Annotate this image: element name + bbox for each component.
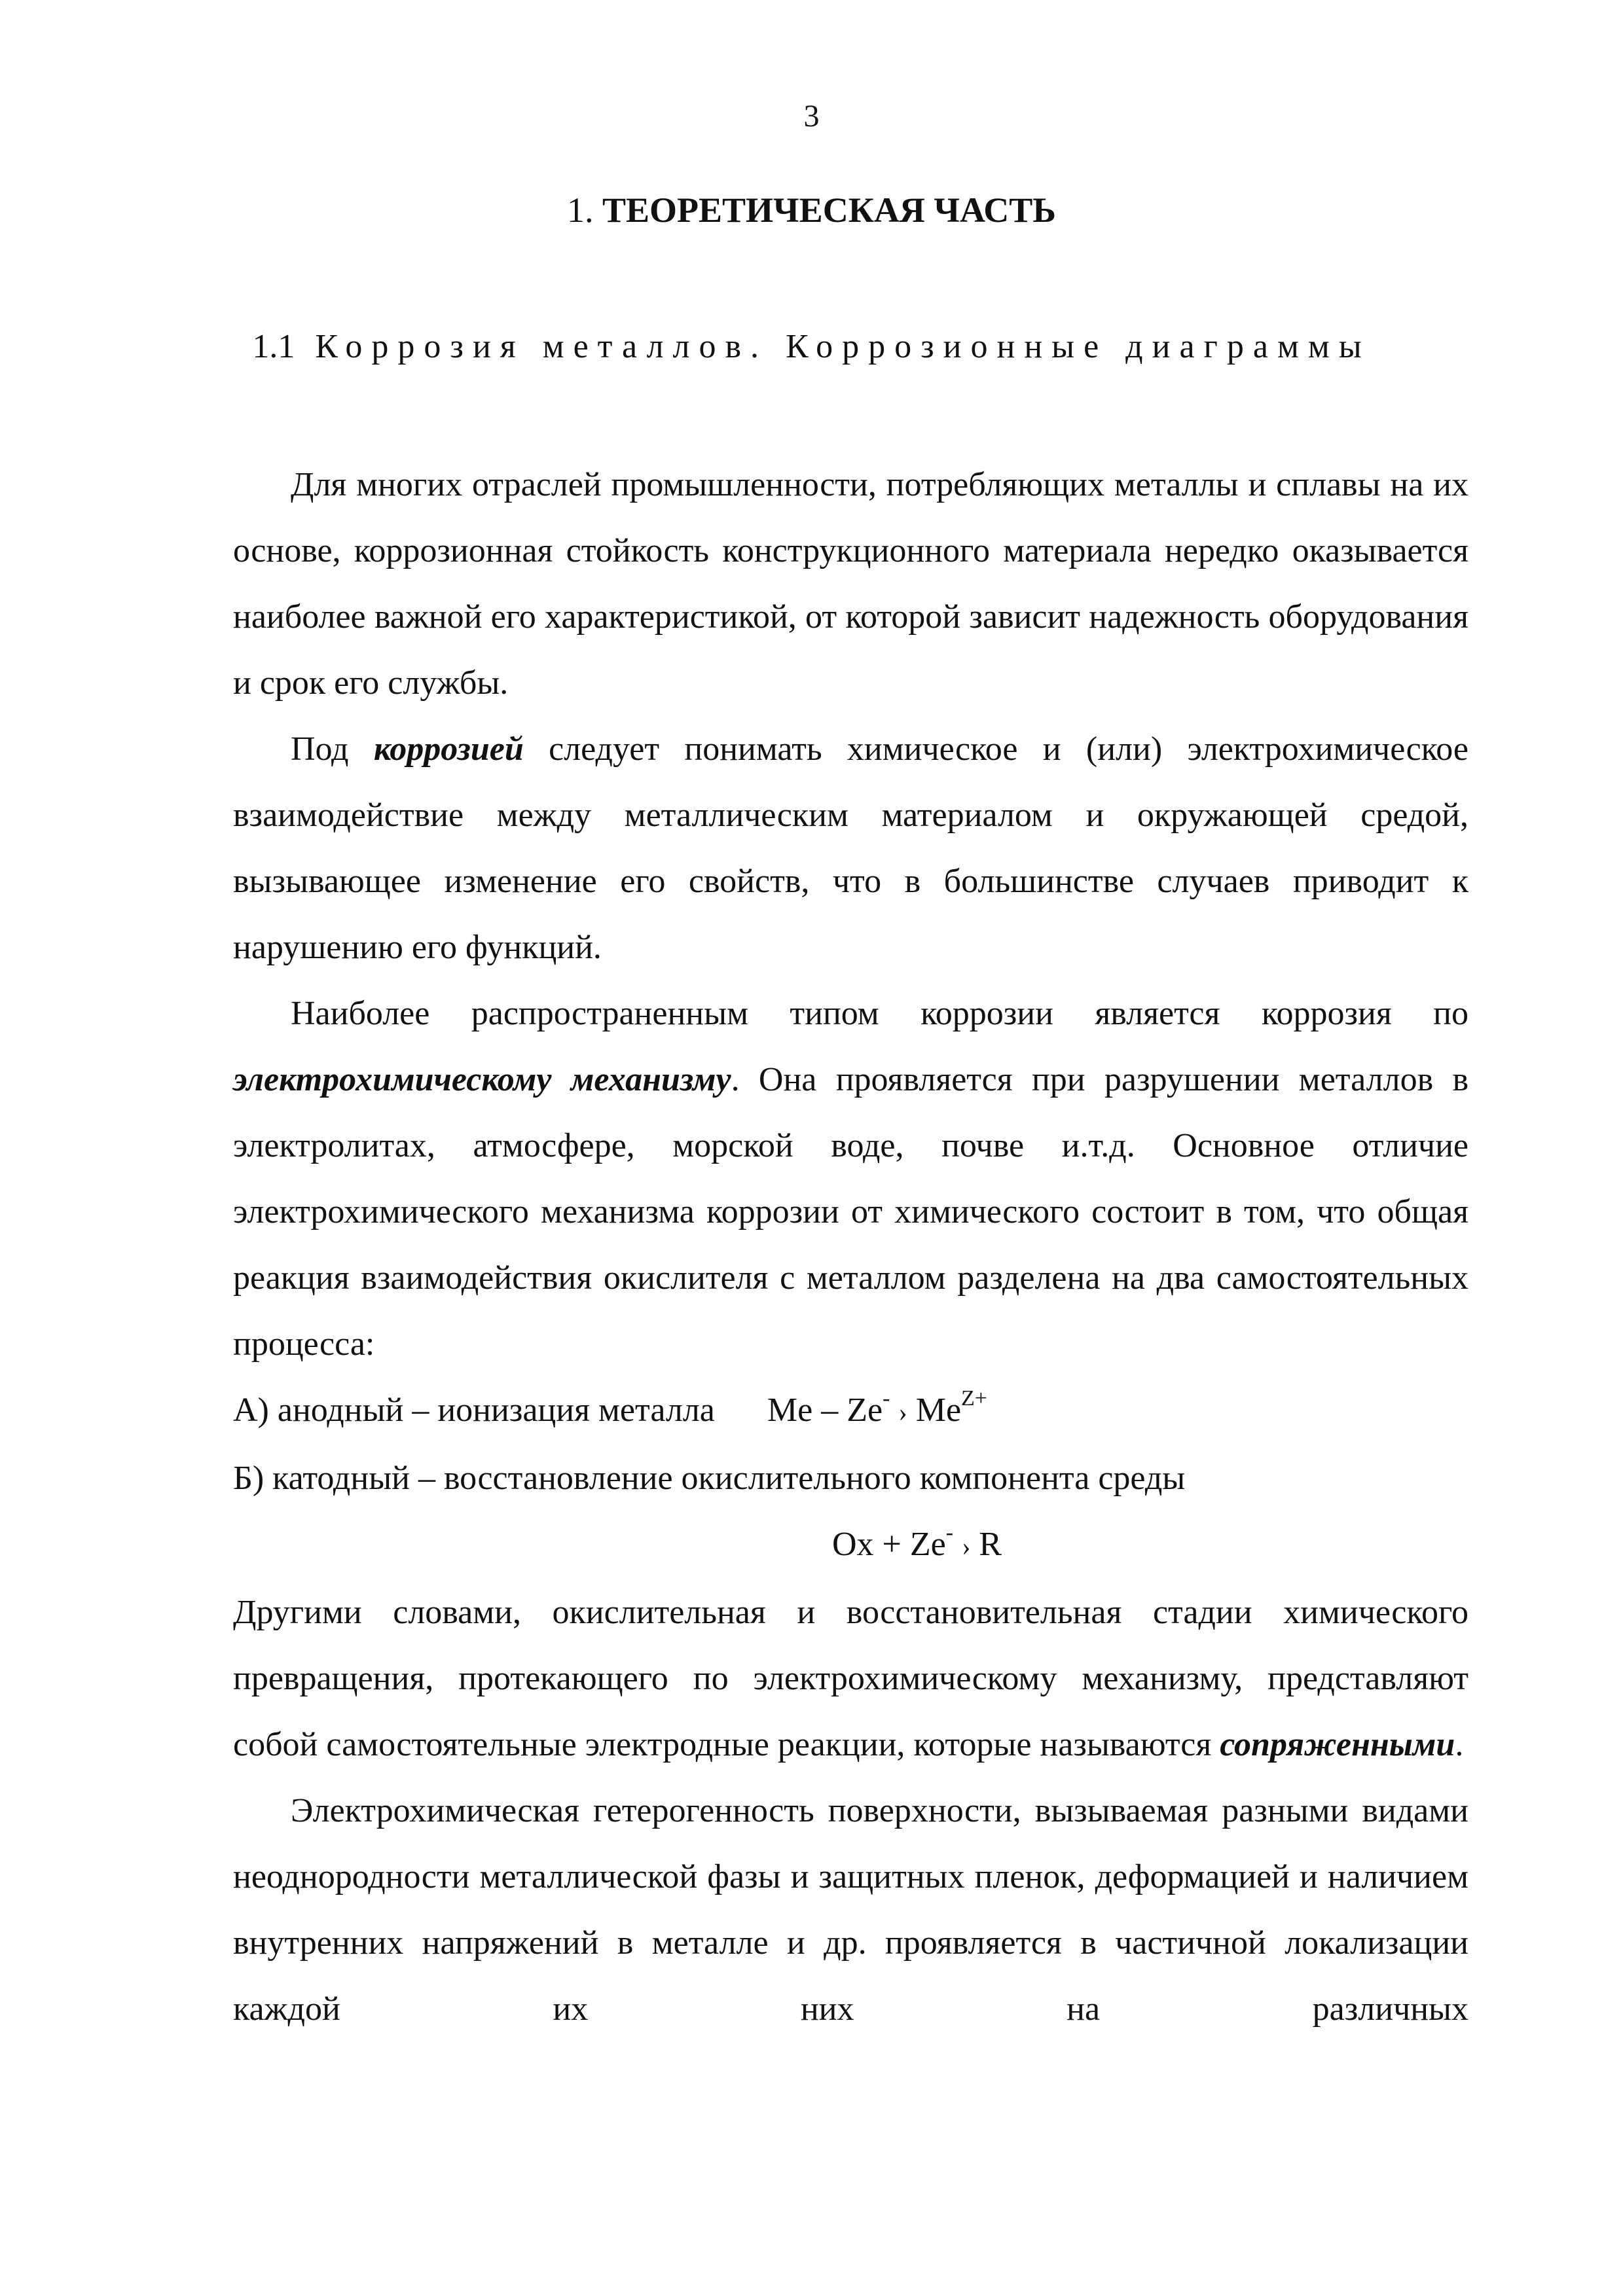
chapter-title — [0, 190, 1623, 230]
term-conjugated: сопряженными — [1220, 1726, 1455, 1763]
equation-cathodic — [233, 1511, 1468, 1579]
section-heading: Коррозия металлов. Коррозионные диаграммы — [315, 328, 1371, 365]
page-number: 3 — [803, 99, 820, 134]
paragraph-2 — [233, 716, 1468, 980]
chapter-heading: ТЕОРЕТИЧЕСКАЯ ЧАСТЬ — [602, 190, 1056, 230]
section-title — [0, 327, 1623, 366]
paragraph-4-start: Другими словами, окислительная и восстановительная стадии химического превращения, протекающего по электрохимическому механизму, представляют собой самостоятельные электродные реакции, которые называются — [233, 1594, 1468, 1763]
chapter-number: 1. — [566, 190, 594, 230]
equation-cathodic-lhs: Ox + Ze — [832, 1526, 946, 1563]
paragraph-2-start: Под — [291, 730, 374, 768]
section-number: 1.1 — [252, 328, 295, 365]
paragraph-3-start: Наиболее распространенным типом коррозии является коррозия по — [291, 995, 1468, 1032]
arrow-icon: › — [962, 1532, 971, 1561]
equation-cathodic-label: Б) катодный – восстановление окислительного компонента среды — [233, 1460, 1186, 1497]
paragraph-2-rest: следует понимать химическое и (или) электрохимическое взаимодействие между металлическим материалом и окружающей средой, вызывающее изменение его свойств, что в большинстве случаев приводит к нарушению его функций. — [233, 730, 1469, 966]
paragraph-5: Электрохимическая гетерогенность поверхности, вызываемая разными видами неоднородности металлической фазы и защитных пленок, деформацией и наличием внутренних напряжений в металле и др. проявляется в частичной локализации каждой их них на различных — [233, 1792, 1468, 2028]
equation-anodic-rhs: Me — [915, 1391, 962, 1429]
paragraph-4-end: . — [1455, 1726, 1464, 1763]
term-electrochemical-mechanism: электрохимическому механизму — [233, 1061, 731, 1098]
equation-cathodic-sup1: - — [945, 1520, 954, 1545]
paragraph-3 — [233, 980, 1468, 1377]
term-corrosion: коррозией — [373, 730, 524, 768]
equation-anodic-lhs: Me – Ze — [767, 1391, 883, 1429]
paragraph-3-rest: . Она проявляется при разрушении металлов в электролитах, атмосфере, морской воде, почве и.т.д. Основное отличие электрохимического механизма коррозии от химического состоит в том, что общая реакция взаимодействия окислителя с металлом разделена на два самостоятельных процесса: — [233, 1061, 1468, 1363]
equation-anodic-label: А) анодный – ионизация металла — [233, 1391, 715, 1429]
paragraph-4 — [233, 1579, 1468, 1778]
document-body — [233, 452, 1468, 2042]
equation-anodic — [233, 1377, 1468, 1445]
paragraph-1: Для многих отраслей промышленности, потребляющих металлы и сплавы на их основе, коррозионная стойкость конструкционного материала нередко оказывается наиболее важной его характеристикой, от которой зависит надежность оборудования и срок его службы. — [233, 466, 1468, 702]
equation-anodic-sup2: Z+ — [961, 1386, 987, 1410]
equation-anodic-sup1: - — [883, 1386, 890, 1410]
equation-cathodic-rhs: R — [979, 1526, 1002, 1563]
arrow-icon: › — [898, 1397, 907, 1427]
